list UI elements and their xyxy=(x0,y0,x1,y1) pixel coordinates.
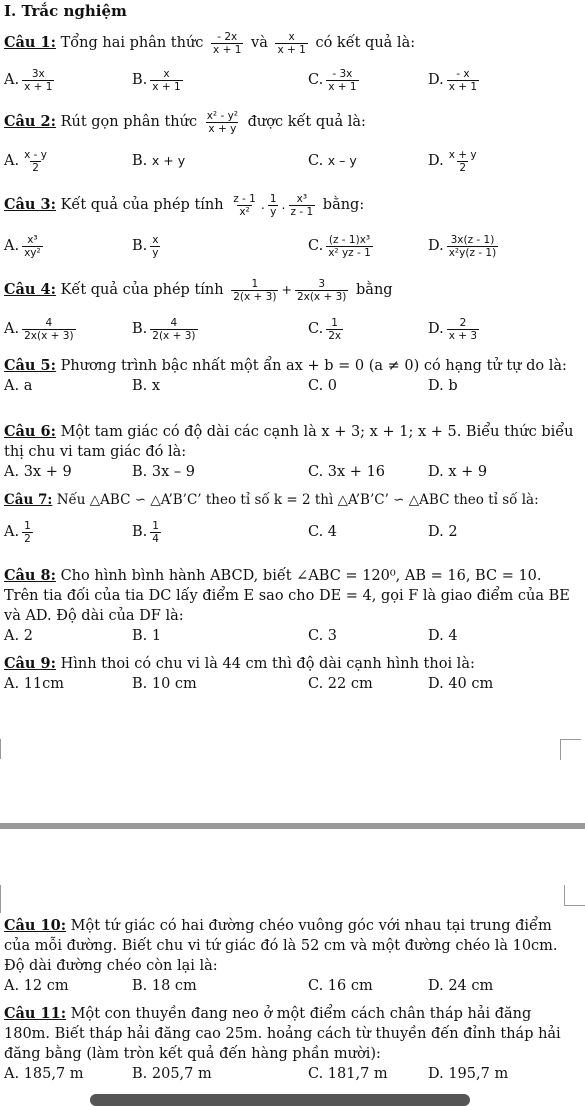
page-corner xyxy=(0,739,21,759)
question-label: Câu 7: xyxy=(4,492,53,508)
question-8: Câu 8: Cho hình bình hành ABCD, biết ∠ABC = 120⁰, AB = 16, BC = 10. Trên tia đối của tia DC lấy điểm E sao cho DE = 4, gọi F là giao điểm của BE và AD. Độ dài của DF là: A. 2 B. 1 C. 3 D. 4 xyxy=(4,566,579,648)
answer-options xyxy=(4,376,579,398)
option-d[interactable]: D. 24 cm xyxy=(428,978,494,994)
page-corner xyxy=(0,885,21,913)
option-b[interactable]: B. $\frac{1}{4}$ xyxy=(132,519,159,545)
option-c[interactable]: C. $\frac{1}{2x}$ xyxy=(308,316,342,342)
option-a[interactable]: A. $\frac{x - y}{2}$ xyxy=(4,148,47,174)
option-d[interactable]: D. 40 cm xyxy=(428,676,494,692)
fraction: $\frac{- 2x}{x + 1}$ xyxy=(213,30,242,56)
question-label: Câu 9: xyxy=(4,655,56,672)
fraction: $\frac{x}{x + 1}$ xyxy=(277,30,306,56)
answer-options xyxy=(4,510,579,554)
answer-options xyxy=(4,462,579,484)
option-a[interactable]: A. 11cm xyxy=(4,676,65,692)
option-c[interactable]: C. x – y xyxy=(308,153,357,169)
option-c[interactable]: C. 3 xyxy=(308,628,338,644)
answer-options xyxy=(4,976,579,998)
question-label: Câu 5: xyxy=(4,357,56,374)
page-divider xyxy=(0,823,585,829)
option-a[interactable]: A. $\frac{1}{2}$ xyxy=(4,519,31,545)
fraction: $\frac{\text{x² - y²}}{x + y}$ xyxy=(206,109,238,135)
option-a[interactable]: A. $\frac{\text{x³}}{\text{xy²}}$ xyxy=(4,233,41,259)
option-c[interactable]: C. 4 xyxy=(308,524,338,540)
answer-options xyxy=(4,1064,579,1086)
answer-options xyxy=(4,626,579,648)
option-b[interactable]: B. 3x – 9 xyxy=(132,464,195,480)
question-6: Câu 6: Một tam giác có độ dài các cạnh là x + 3; x + 1; x + 5. Biểu thức biểu thị chu vi tam giác đó là: A. 3x + 9 B. 3x – 9 C. 3x + 16 D. x + 9 xyxy=(4,422,579,484)
option-b[interactable]: B. $\frac{x}{y}$ xyxy=(132,233,159,259)
question-label: Câu 10: xyxy=(4,917,67,934)
option-b[interactable]: B. 10 cm xyxy=(132,676,197,692)
option-d[interactable]: D. 195,7 m xyxy=(428,1066,509,1082)
bottom-overlay-bar xyxy=(90,1094,470,1106)
question-label: Câu 1: xyxy=(4,34,56,51)
question-9: Câu 9: Hình thoi có chu vi là 44 cm thì độ dài cạnh hình thoi là: A. 11cm B. 10 cm C. 22 cm D. 40 cm xyxy=(4,654,579,696)
option-d[interactable]: D. 2 xyxy=(428,524,458,540)
option-a[interactable]: A. 3x + 9 xyxy=(4,464,72,480)
question-4: Câu 4: Kết quả của phép tính $\frac{1}{2(x + 3)}$ + $\frac{3}{2x(x + 3)}$ bằng A. $\frac{4}{2x(x + 3)}$ B. $\frac{4}{2(x + 3)}$ C. $\frac{1}{2x}$ D. $\frac{2}{x + 3}$ xyxy=(4,272,579,350)
option-d[interactable]: D. 4 xyxy=(428,628,458,644)
answer-options xyxy=(4,60,579,100)
question-2: Câu 2: Rút gọn phân thức $\frac{\text{x² - y²}}{x + y}$ được kết quả là: A. $\frac{x - y}{2}$ B. x + y C. x – y D. $\frac{x + y}{2}$ xyxy=(4,104,579,182)
option-c[interactable]: C. 22 cm xyxy=(308,676,373,692)
option-b[interactable]: B. 1 xyxy=(132,628,162,644)
option-d[interactable]: D. $\frac{2}{x + 3}$ xyxy=(428,316,478,342)
question-label: Câu 4: xyxy=(4,281,56,298)
question-label: Câu 6: xyxy=(4,423,56,440)
question-label: Câu 11: xyxy=(4,1005,67,1022)
option-d[interactable]: D. $\frac{- x}{x + 1}$ xyxy=(428,67,478,93)
option-b[interactable]: B. 205,7 m xyxy=(132,1066,212,1082)
option-a[interactable]: A. $\frac{4}{2x(x + 3)}$ xyxy=(4,316,74,342)
option-a[interactable]: A. 12 cm xyxy=(4,978,69,994)
option-c[interactable]: C. $\frac{\text{(z - 1)x³}}{\text{x² yz - 1}}$ xyxy=(308,233,371,259)
option-c[interactable]: C. 16 cm xyxy=(308,978,373,994)
question-5: Câu 5: Phương trình bậc nhất một ẩn ax + b = 0 (a ≠ 0) có hạng tử tự do là: A. a B. x C. 0 D. b xyxy=(4,356,579,398)
option-b[interactable]: B. $\frac{4}{2(x + 3)}$ xyxy=(132,316,196,342)
answer-options xyxy=(4,140,579,182)
option-a[interactable]: A. 2 xyxy=(4,628,33,644)
question-label: Câu 3: xyxy=(4,196,56,213)
page-break xyxy=(0,735,585,915)
option-c[interactable]: C. 3x + 16 xyxy=(308,464,386,480)
question-7: Câu 7: Nếu △ABC ∽ △A’B’C’ theo tỉ số k = 2 thì △A’B’C’ ∽ △ABC theo tỉ số là: A. $\frac{1}{2}$ B. $\frac{1}{4}$ C. 4 D. 2 xyxy=(4,490,579,554)
option-d[interactable]: D. $\frac{x + y}{2}$ xyxy=(428,148,477,174)
question-1: Câu 1: Tổng hai phân thức $\frac{- 2x}{x + 1}$ và $\frac{x}{x + 1}$ có kết quả là: A. $\frac{3x}{x + 1}$ B. $\frac{x}{x + 1}$ C. $\frac{- 3x}{x + 1}$ D. $\frac{- x}{x + 1}$ xyxy=(4,26,579,100)
option-a[interactable]: A. 185,7 m xyxy=(4,1066,84,1082)
option-b[interactable]: B. 18 cm xyxy=(132,978,197,994)
option-b[interactable]: B. x + y xyxy=(132,153,186,169)
page-corner xyxy=(564,885,585,906)
question-11: Câu 11: Một con thuyền đang neo ở một điểm cách chân tháp hải đăng 180m. Biết tháp hải đăng cao 25m. hoảng cách từ thuyền đến đỉnh tháp hải đăng bằng (làm tròn kết quả đến hàng phần mười): A. 185,7 m B. 205,7 m C. 181,7 m D. 195,7 m xyxy=(4,1004,579,1086)
question-label: Câu 2: xyxy=(4,113,56,130)
question-label: Câu 8: xyxy=(4,567,56,584)
option-d[interactable]: D. x + 9 xyxy=(428,464,488,480)
page-corner xyxy=(560,739,581,760)
answer-options xyxy=(4,308,579,350)
option-a[interactable]: A. a xyxy=(4,378,33,394)
option-a[interactable]: A. $\frac{3x}{x + 1}$ xyxy=(4,67,53,93)
option-b[interactable]: B. $\frac{x}{x + 1}$ xyxy=(132,67,181,93)
answer-options xyxy=(4,674,579,696)
section-header: I. Trắc nghiệm xyxy=(4,2,127,20)
option-b[interactable]: B. x xyxy=(132,378,161,394)
option-d[interactable]: D. b xyxy=(428,378,458,394)
option-c[interactable]: C. 0 xyxy=(308,378,338,394)
option-c[interactable]: C. $\frac{- 3x}{x + 1}$ xyxy=(308,67,357,93)
option-c[interactable]: C. 181,7 m xyxy=(308,1066,388,1082)
answer-options xyxy=(4,224,579,268)
option-d[interactable]: D. $\frac{3x(z - 1)}{\text{x²y(z - 1)}}$ xyxy=(428,233,497,259)
question-10: Câu 10: Một tứ giác có hai đường chéo vuông góc với nhau tại trung điểm của mỗi đường. Biết chu vi tứ giác đó là 52 cm và một đường chéo là 10cm. Độ dài đường chéo còn lại là: A. 12 cm B. 18 cm C. 16 cm D. 24 cm xyxy=(4,916,579,998)
question-3: Câu 3: Kết quả của phép tính $\frac{z - 1}{\text{x²}}$ . $\frac{1}{y}$ . $\frac{\text{x³}}{z - 1}$ bằng: A. $\frac{\text{x³}}{\text{xy²}}$ B. $\frac{x}{y}$ C. $\frac{\text{(z - 1)x³}}{\text{x² yz - 1}}$ D. $\frac{3x(z - 1)}{\text{x²y(z - 1)}}$ xyxy=(4,186,579,268)
